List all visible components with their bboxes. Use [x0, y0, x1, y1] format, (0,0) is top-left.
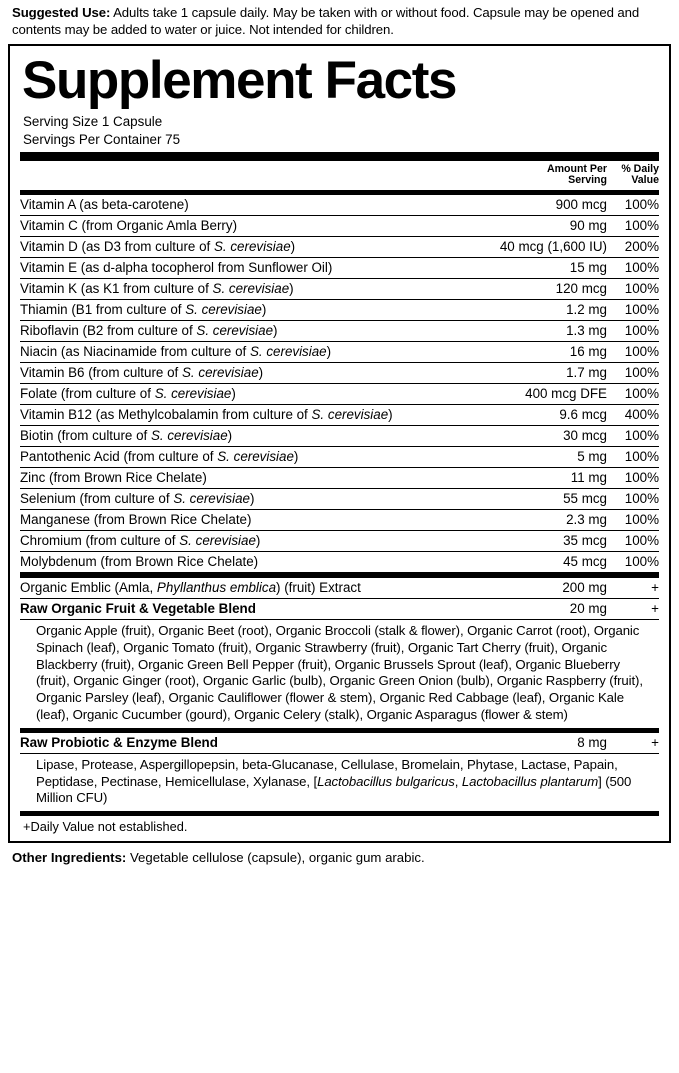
nutrient-daily-value: 100%: [607, 509, 659, 530]
nutrient-daily-value: 100%: [607, 467, 659, 488]
probiotic-blend-amount: 8 mg: [577, 735, 607, 751]
fruit-veg-blend-dv: +: [651, 601, 659, 617]
nutrient-daily-value: 100%: [607, 195, 659, 216]
table-row: [20, 195, 659, 216]
nutrient-amount: 55 mcg: [476, 488, 607, 509]
nutrient-name-post: ): [293, 449, 299, 465]
other-ingredients: [8, 843, 671, 870]
nutrient-name-pre: Vitamin K (as K1 from culture of: [20, 281, 213, 297]
probiotic-ingredients-em1: Lactobacillus bulgaricus: [317, 773, 455, 789]
nutrient-name: [20, 404, 476, 425]
nutrient-name-pre: Vitamin B6 (from culture of: [20, 365, 182, 381]
nutrient-amount: 90 mg: [476, 215, 607, 236]
nutrient-name-em: S. cerevisiae: [154, 386, 232, 402]
nutrient-name: [20, 215, 476, 236]
nutrient-name-pre: Biotin (from culture of: [20, 428, 151, 444]
nutrient-name-pre: Zinc (from Brown Rice Chelate): [20, 470, 207, 486]
nutrient-name-pre: Riboflavin (B2 from culture of: [20, 323, 197, 339]
table-row-fruit-veg-blend: [20, 598, 659, 619]
nutrient-amount: 1.7 mg: [476, 362, 607, 383]
probiotic-blend-dv: +: [651, 735, 659, 751]
nutrient-name-em: S. cerevisiae: [179, 533, 256, 549]
nutrient-name-post: ): [290, 239, 296, 255]
table-row-probiotic-blend: [20, 733, 659, 753]
nutrient-name-em: S. cerevisiae: [196, 323, 274, 339]
nutrient-daily-value: 100%: [607, 320, 659, 341]
nutrient-name-em: S. cerevisiae: [182, 365, 259, 381]
emblic-name-em: Phyllanthus emblica: [156, 580, 277, 596]
table-row: [20, 530, 659, 551]
nutrient-name-pre: Vitamin C (from Organic Amla Berry): [20, 218, 238, 234]
servings-per-container: Servings Per Container 75: [23, 131, 181, 147]
panel-title: Supplement Facts: [22, 50, 457, 110]
table-row: [20, 215, 659, 236]
nutrient-name: [20, 551, 476, 572]
nutrient-name-pre: Vitamin D (as D3 from culture of: [20, 239, 214, 255]
nutrient-amount: 15 mg: [476, 257, 607, 278]
nutrient-daily-value: 100%: [607, 362, 659, 383]
nutrient-amount: 35 mcg: [476, 530, 607, 551]
nutrient-name: [20, 236, 476, 257]
probiotic-row-table: [20, 733, 659, 753]
header-daily-value: % Daily Value: [621, 162, 659, 187]
table-row: [20, 362, 659, 383]
table-row: [20, 341, 659, 362]
table-row: [20, 467, 659, 488]
nutrient-name-em: S. cerevisiae: [249, 344, 327, 360]
nutrient-daily-value: 100%: [607, 488, 659, 509]
other-ingredients-body: Vegetable cellulose (capsule), organic gum arabic.: [126, 850, 425, 866]
table-row: [20, 320, 659, 341]
nutrient-name-em: S. cerevisiae: [217, 449, 294, 465]
blend-rows-body: [20, 578, 659, 619]
nutrient-daily-value: 100%: [607, 215, 659, 236]
nutrient-daily-value: 200%: [607, 236, 659, 257]
nutrition-table: [20, 161, 659, 190]
nutrient-amount: 40 mcg (1,600 IU): [476, 236, 607, 257]
table-row: [20, 278, 659, 299]
table-row: [20, 236, 659, 257]
nutrient-name: [20, 425, 476, 446]
nutrient-daily-value: 100%: [607, 425, 659, 446]
emblic-name-post: ) (fruit) Extract: [276, 580, 361, 596]
table-row: [20, 299, 659, 320]
emblic-name-pre: Organic Emblic (Amla,: [20, 580, 157, 596]
nutrient-name-pre: Manganese (from Brown Rice Chelate): [20, 512, 252, 528]
nutrient-name: [20, 278, 476, 299]
fruit-veg-ingredients: Organic Apple (fruit), Organic Beet (root), Organic Broccoli (stalk & flower), Organic Carrot (root), Organic Spinach (leaf), Organic Tomato (fruit), Organic Strawberry (fruit), Organic Tart Cherry (fruit), Organic Blackberry (fruit), Organic Green Bell Pepper (fruit), Organic Brussels Sprout (leaf), Organic Blueberry (fruit), Organic Ginger (root), Organic Garlic (bulb), Organic Green Onion (bulb), Organic Raspberry (fruit), Organic Parsley (leaf), Organic Cauliflower (flower & stem), Organic Red Cabbage (leaf), Organic Kale (leaf), Organic Cucumber (gourd), Organic Celery (stalk), Organic Asparagus (flower & stem): [36, 623, 643, 722]
suggested-use-label: Suggested Use:: [12, 5, 111, 20]
nutrient-rows-body: [20, 195, 659, 573]
probiotic-ingredients-pre: Lipase, Protease, Aspergillopepsin, beta-Glucanase, Cellulase, Bromelain, Phytase, Lactase, Papain, Peptidase, Pectinase, Hemicellulase, Xylanase, [: [36, 756, 618, 789]
nutrient-name-em: S. cerevisiae: [212, 281, 290, 297]
table-row: [20, 551, 659, 572]
nutrient-name-pre: Vitamin A (as beta-carotene): [20, 197, 189, 213]
nutrient-daily-value: 100%: [607, 551, 659, 572]
nutrient-name: [20, 446, 476, 467]
nutrient-name-pre: Chromium (from culture of: [20, 533, 180, 549]
nutrient-name-pre: Thiamin (B1 from culture of: [20, 302, 186, 318]
nutrient-name: [20, 509, 476, 530]
nutrient-amount: 120 mcg: [476, 278, 607, 299]
nutrient-amount: 9.6 mcg: [476, 404, 607, 425]
nutrient-name-em: S. cerevisiae: [150, 428, 228, 444]
table-row: [20, 509, 659, 530]
nutrition-table-body: [20, 161, 659, 190]
emblic-amount: 200 mg: [539, 578, 607, 599]
blend-rows-table: [20, 578, 659, 619]
nutrient-amount: 11 mg: [476, 467, 607, 488]
nutrient-amount: 400 mcg DFE: [476, 383, 607, 404]
nutrient-name: [20, 195, 476, 216]
other-ingredients-label: Other Ingredients:: [12, 850, 127, 866]
nutrient-name-em: S. cerevisiae: [185, 302, 262, 318]
suggested-use-text: [8, 0, 671, 44]
nutrient-name: [20, 299, 476, 320]
nutrient-name-pre: Pantothenic Acid (from culture of: [20, 449, 218, 465]
nutrient-name: [20, 467, 476, 488]
nutrient-amount: 16 mg: [476, 341, 607, 362]
nutrient-name: [20, 362, 476, 383]
table-row: [20, 425, 659, 446]
table-header-row: [20, 161, 659, 190]
nutrient-daily-value: 400%: [607, 404, 659, 425]
emblic-name: [20, 578, 539, 599]
nutrient-name-post: ): [231, 386, 236, 402]
daily-value-footnote: +Daily Value not established.: [23, 819, 188, 835]
table-row: [20, 257, 659, 278]
nutrient-name-post: ): [227, 428, 233, 444]
fruit-veg-blend-name: Raw Organic Fruit & Vegetable Blend: [20, 601, 256, 617]
nutrient-daily-value: 100%: [607, 530, 659, 551]
nutrient-name-pre: Vitamin B12 (as Methylcobalamin from culture of: [20, 407, 312, 423]
nutrient-name-post: ): [388, 407, 393, 423]
nutrient-name-pre: Niacin (as Niacinamide from culture of: [20, 344, 250, 360]
probiotic-ingredients: [20, 754, 659, 811]
nutrient-daily-value: 100%: [607, 278, 659, 299]
nutrient-amount: 1.2 mg: [476, 299, 607, 320]
nutrient-name-pre: Molybdenum (from Brown Rice Chelate): [20, 554, 259, 570]
nutrient-amount: 1.3 mg: [476, 320, 607, 341]
nutrient-amount: 2.3 mg: [476, 509, 607, 530]
probiotic-blend-name: Raw Probiotic & Enzyme Blend: [20, 735, 218, 751]
probiotic-ingredients-em2: Lactobacillus plantarum: [461, 773, 599, 789]
nutrient-name-em: S. cerevisiae: [213, 239, 291, 255]
nutrient-name: [20, 530, 476, 551]
table-row: [20, 488, 659, 509]
nutrient-daily-value: 100%: [607, 446, 659, 467]
table-row: [20, 383, 659, 404]
table-row: [20, 404, 659, 425]
nutrient-amount: 30 mcg: [476, 425, 607, 446]
supplement-facts-panel: [8, 44, 671, 843]
nutrient-name-em: S. cerevisiae: [173, 491, 250, 507]
nutrient-name-post: ): [255, 533, 261, 549]
table-row: [20, 446, 659, 467]
nutrient-name-pre: Vitamin E (as d-alpha tocopherol from Sunflower Oil): [20, 260, 333, 276]
nutrient-name: [20, 383, 476, 404]
nutrient-name-post: ): [261, 302, 267, 318]
nutrient-amount: 5 mg: [476, 446, 607, 467]
header-amount-per-serving: Amount Per Serving: [546, 162, 607, 187]
nutrient-name: [20, 341, 476, 362]
nutrient-name: [20, 488, 476, 509]
nutrient-name-pre: Selenium (from culture of: [20, 491, 174, 507]
fruit-veg-blend-amount: 20 mg: [569, 601, 607, 617]
serving-size: Serving Size 1 Capsule: [23, 113, 163, 129]
emblic-dv: +: [607, 578, 659, 599]
probiotic-ingredients-mid: ,: [454, 773, 462, 789]
nutrient-amount: 900 mcg: [476, 195, 607, 216]
suggested-use-body: Adults take 1 capsule daily. May be taken with or without food. Capsule may be opened and contents may be added to water or juice. Not intended for children.: [12, 5, 640, 38]
nutrient-daily-value: 100%: [607, 299, 659, 320]
nutrient-name-post: ): [273, 323, 278, 339]
nutrient-amount: 45 mcg: [476, 551, 607, 572]
nutrient-name: [20, 320, 476, 341]
probiotic-ingredients-post: ] (500 Million CFU): [36, 773, 632, 806]
divider-thick-top: [20, 152, 659, 161]
table-row-emblic: [20, 578, 659, 599]
nutrient-daily-value: 100%: [607, 341, 659, 362]
nutrient-daily-value: 100%: [607, 383, 659, 404]
nutrient-daily-value: 100%: [607, 257, 659, 278]
nutrient-name: [20, 257, 476, 278]
nutrient-name-pre: Folate (from culture of: [20, 386, 155, 402]
probiotic-row-body: [20, 733, 659, 753]
nutrient-name-post: ): [289, 281, 294, 297]
nutrient-name-post: ): [249, 491, 255, 507]
nutrient-rows-table: [20, 195, 659, 573]
nutrient-name-post: ): [326, 344, 332, 360]
nutrient-name-em: S. cerevisiae: [311, 407, 389, 423]
nutrient-name-post: ): [258, 365, 264, 381]
